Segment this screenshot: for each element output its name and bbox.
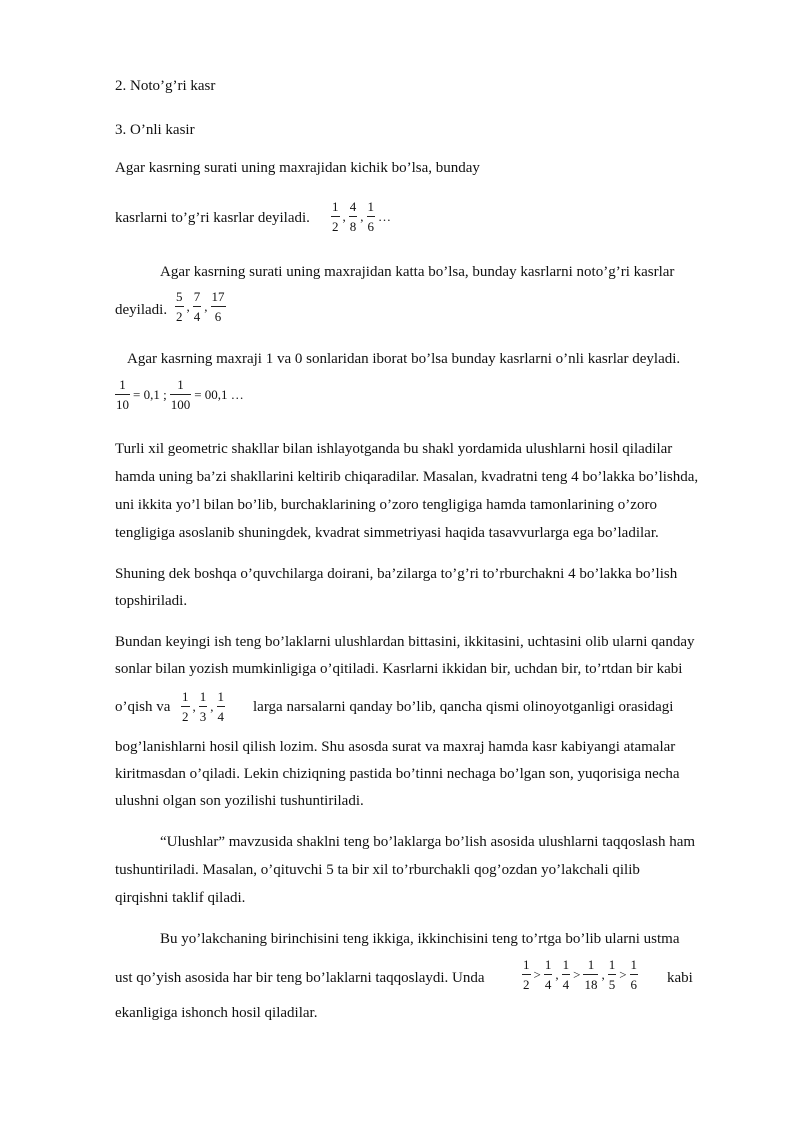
denominator: 4 bbox=[217, 709, 224, 724]
text-line: uni ikkita yo’l bilan bo’lib, burchaklarining o’zoro tengligiga hamda tamonlarining o’zoro bbox=[115, 497, 657, 513]
numerator: 1 bbox=[217, 689, 224, 704]
fraction bbox=[630, 957, 639, 992]
fraction bbox=[193, 289, 202, 324]
fraction-bar bbox=[562, 974, 571, 975]
denominator: 2 bbox=[332, 219, 339, 234]
numerator: 1 bbox=[630, 957, 638, 972]
decimal-fraction-examples bbox=[114, 377, 246, 412]
paragraph-comparison-line-2-start: ust qo’yish asosida har bir teng bo’laklarni taqqoslaydi. Unda bbox=[115, 970, 485, 986]
text-line: kiritmasdan o’qiladi. Lekin chiziqning pastida bo’tinni nechaga bo’lgan son, yuqorisiga necha bbox=[115, 766, 680, 782]
numerator: 5 bbox=[176, 289, 183, 304]
text-line: tengligiga asoslanib shuningdek, kvadrat simmetriyasi haqida tasavvurlarga ega bo’ladilar. bbox=[115, 525, 659, 541]
comma: , bbox=[204, 298, 208, 314]
text-line: topshiriladi. bbox=[115, 593, 188, 609]
fraction-bar bbox=[583, 974, 598, 975]
greater-than-sign: > bbox=[619, 966, 627, 982]
fraction-comparisons bbox=[521, 957, 639, 992]
denominator: 6 bbox=[367, 219, 374, 234]
fraction-bar bbox=[217, 706, 226, 707]
text-line: “Ulushlar” mavzusida shaklni teng bo’laklarga bo’lish asosida ulushlarni taqqoslash ham bbox=[160, 834, 696, 850]
denominator: 10 bbox=[116, 397, 129, 412]
denominator: 3 bbox=[199, 709, 207, 724]
denominator: 2 bbox=[523, 977, 530, 992]
text-line: Shuning dek boshqa o’quvchilarga doirani, ba’zilarga to’g’ri to’rburchakni 4 bo’lakka bo’lish bbox=[115, 566, 678, 582]
fraction bbox=[170, 377, 192, 412]
text-line: ulushni olgan son yozilishi tushuntiriladi. bbox=[115, 793, 364, 809]
text-line: Turli xil geometric shakllar bilan ishlayotganda bu shakl yordamida ulushlarni hosil qiladilar bbox=[115, 441, 673, 457]
fraction-bar bbox=[211, 306, 226, 307]
denominator: 18 bbox=[584, 977, 598, 992]
fraction-bar bbox=[181, 706, 190, 707]
fraction bbox=[367, 199, 376, 234]
heading-3: 3. O’nli kasir bbox=[115, 122, 195, 138]
denominator: 4 bbox=[544, 977, 552, 992]
numerator: 17 bbox=[211, 289, 225, 304]
fraction bbox=[522, 957, 531, 992]
paragraph-decimal-line-1: Agar kasrning maxraji 1 va 0 sonlaridan iborat bo’lsa bunday kasrlarni o’nli kasrlar deyladi. bbox=[127, 351, 681, 367]
fraction bbox=[562, 957, 571, 992]
comma: , bbox=[601, 966, 605, 982]
fraction bbox=[544, 957, 553, 992]
greater-than-sign: > bbox=[573, 966, 581, 982]
heading-2: 2. Noto’g’ri kasr bbox=[115, 78, 216, 94]
fraction-bar bbox=[193, 306, 202, 307]
denominator: 6 bbox=[214, 309, 222, 324]
fraction bbox=[181, 689, 190, 724]
fraction-bar bbox=[544, 974, 553, 975]
text-line: qirqishni taklif qiladi. bbox=[115, 890, 246, 906]
fraction bbox=[331, 199, 340, 234]
denominator: 5 bbox=[608, 977, 616, 992]
fraction-bar bbox=[349, 216, 358, 217]
ellipsis: … bbox=[378, 208, 391, 224]
numerator: 4 bbox=[349, 199, 357, 214]
numerator: 1 bbox=[177, 377, 184, 392]
decimal-equality: = 00,1 … bbox=[194, 386, 244, 402]
decimal-equality: = 0,1 ; bbox=[133, 386, 167, 402]
fraction bbox=[583, 957, 598, 992]
proper-fraction-examples bbox=[330, 199, 393, 234]
paragraph-improper-line-1: Agar kasrning surati uning maxrajidan katta bo’lsa, bunday kasrlarni noto’g’ri kasrlar bbox=[160, 264, 675, 280]
reading-fraction-examples bbox=[180, 689, 226, 724]
fraction bbox=[175, 289, 184, 324]
numerator: 1 bbox=[332, 199, 339, 214]
numerator: 7 bbox=[193, 289, 201, 304]
fraction bbox=[211, 289, 226, 324]
paragraph-comparison-line-2-end: kabi bbox=[667, 970, 693, 986]
numerator: 1 bbox=[367, 199, 374, 214]
paragraph-proper-line-1: Agar kasrning surati uning maxrajidan kichik bo’lsa, bunday bbox=[115, 160, 480, 176]
fraction-bar bbox=[115, 394, 130, 395]
denominator: 6 bbox=[630, 977, 638, 992]
comma: , bbox=[360, 208, 364, 224]
fraction-bar bbox=[630, 974, 639, 975]
denominator: 8 bbox=[349, 219, 357, 234]
fraction bbox=[217, 689, 226, 724]
numerator: 1 bbox=[562, 957, 570, 972]
fraction-bar bbox=[522, 974, 531, 975]
denominator: 4 bbox=[193, 309, 201, 324]
comma: , bbox=[192, 698, 196, 714]
fraction bbox=[608, 957, 617, 992]
fraction-bar bbox=[199, 706, 208, 707]
fraction bbox=[199, 689, 208, 724]
fraction-bar bbox=[331, 216, 340, 217]
numerator: 1 bbox=[587, 957, 595, 972]
paragraph-shares-line-1: Bundan keyingi ish teng bo’laklarni ulushlardan bittasini, ikkitasini, uchtasini olib ularni qanday bbox=[115, 634, 695, 650]
comma: , bbox=[210, 698, 214, 714]
paragraph-improper-line-2: deyiladi. bbox=[115, 302, 168, 318]
comma: , bbox=[186, 298, 190, 314]
denominator: 2 bbox=[176, 309, 183, 324]
fraction bbox=[115, 377, 130, 412]
fraction bbox=[349, 199, 358, 234]
denominator: 100 bbox=[170, 397, 191, 412]
paragraph-comparison-line-3: ekanligiga ishonch hosil qiladilar. bbox=[115, 1005, 318, 1021]
paragraph-shares-line-3-end: larga narsalarni qanday bo’lib, qancha qismi olinoyotganligi orasidagi bbox=[253, 699, 674, 715]
paragraph-shares-line-3-start: o’qish va bbox=[115, 699, 171, 715]
fraction-bar bbox=[367, 216, 376, 217]
comma: , bbox=[555, 966, 559, 982]
greater-than-sign: > bbox=[533, 966, 541, 982]
denominator: 2 bbox=[182, 709, 189, 724]
paragraph-shares-line-2: sonlar bilan yozish mumkinligiga o’qitiladi. Kasrlarni ikkidan bir, uchdan bir, to’rtdan bir kabi bbox=[115, 661, 683, 677]
numerator: 1 bbox=[182, 689, 189, 704]
numerator: 1 bbox=[544, 957, 552, 972]
numerator: 1 bbox=[119, 377, 126, 392]
numerator: 1 bbox=[608, 957, 616, 972]
numerator: 1 bbox=[523, 957, 530, 972]
fraction-bar bbox=[175, 306, 184, 307]
text-line: bog’lanishlarni hosil qilish lozim. Shu asosda surat va maxraj hamda kasr kabiyangi atamalar bbox=[115, 739, 676, 755]
fraction-bar bbox=[170, 394, 192, 395]
paragraph-comparison-line-1: Bu yo’lakchaning birinchisini teng ikkiga, ikkinchisini teng to’rtga bo’lib ularni ustma bbox=[160, 931, 680, 947]
text-line: hamda uning ba’zi shakllarini keltirib chiqaradilar. Masalan, kvadratni teng 4 bo’lakka bo’lishda, bbox=[115, 469, 699, 485]
fraction-bar bbox=[608, 974, 617, 975]
paragraph-proper-line-2: kasrlarni to’g’ri kasrlar deyiladi. bbox=[115, 210, 310, 226]
numerator: 1 bbox=[199, 689, 207, 704]
text-line: tushuntiriladi. Masalan, o’qituvchi 5 ta bir xil to’rburchakli qog’ozdan yo’lakchali qilib bbox=[115, 862, 640, 878]
denominator: 4 bbox=[562, 977, 570, 992]
comma: , bbox=[342, 208, 346, 224]
improper-fraction-examples bbox=[174, 289, 227, 324]
